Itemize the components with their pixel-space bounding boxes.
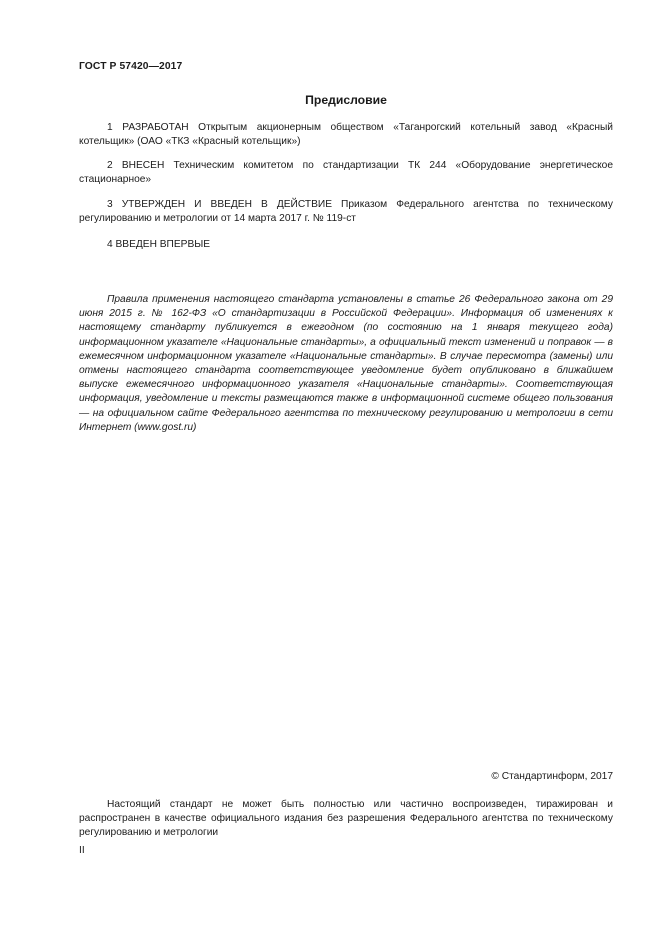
foreword-paragraph-1: 1 РАЗРАБОТАН Открытым акционерным обществом «Таганрогский котельный завод «Красный котельщик» (ОАО «ТКЗ «Красный котельщик») <box>79 122 613 147</box>
page-title: Предисловие <box>305 93 387 107</box>
foreword-paragraph-3: 3 УТВЕРЖДЕН И ВВЕДЕН В ДЕЙСТВИЕ Приказом Федерального агентства по техническому регулированию и метрологии от 14 марта 2017 г. № 119-ст <box>79 199 613 224</box>
reproduction-notice: Настоящий стандарт не может быть полностью или частично воспроизведен, тиражирован и распространен в качестве официального издания без разрешения Федерального агентства по техническому регулированию и метрологии <box>79 799 613 838</box>
application-rules-note: Правила применения настоящего стандарта установлены в статье 26 Федерального закона от 29 июня 2015 г. № 162-ФЗ «О стандартизации в Российской Федерации». Информация об изменениях к настоящему стандарту публикуется в ежегодном (по состоянию на 1 января текущего года) информационном указателе «Национальные стандарты», а официальный текст изменений и поправок — в ежемесячном информационном указателе «Национальные стандарты». В случае пересмотра (замены) или отмены настоящего стандарта соответствующее уведомление будет опубликовано в ближайшем выпуске ежемесячного информационного указателя «Национальные стандарты». Соответствующая информация, уведомление и тексты размещаются также в информационной системе общего пользования — на официальном сайте Федерального агентства по техническому регулированию и метрологии в сети Интернет (www.gost.ru) <box>79 294 613 433</box>
page-number: II <box>79 845 85 856</box>
standard-code-header: ГОСТ Р 57420—2017 <box>79 61 183 72</box>
copyright-notice: © Стандартинформ, 2017 <box>491 771 613 782</box>
foreword-paragraph-2: 2 ВНЕСЕН Техническим комитетом по стандартизации ТК 244 «Оборудование энергетическое стационарное» <box>79 160 613 185</box>
foreword-paragraph-4: 4 ВВЕДЕН ВПЕРВЫЕ <box>107 239 211 250</box>
